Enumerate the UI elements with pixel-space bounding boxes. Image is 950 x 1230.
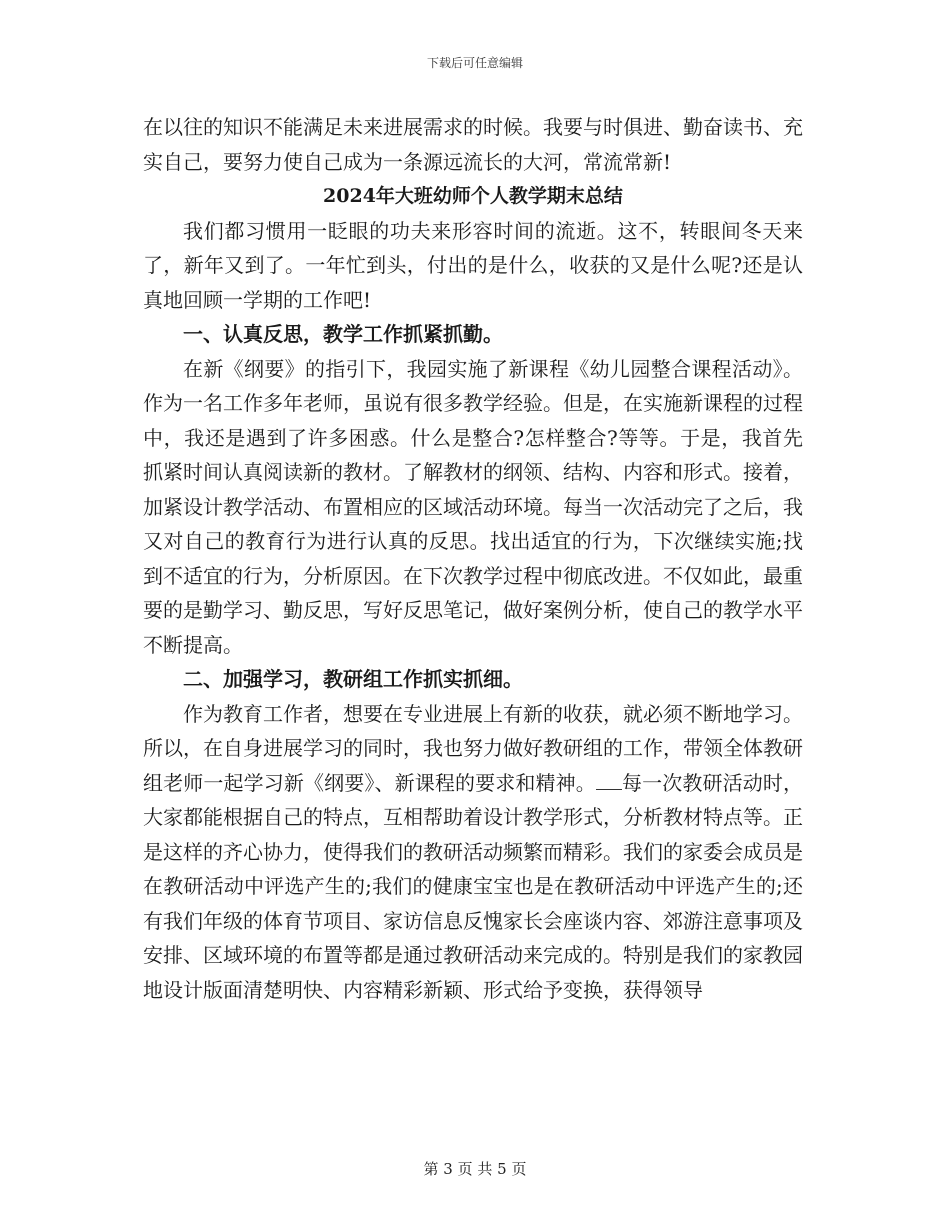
document-body (143, 110, 803, 1007)
page-footer: 第 3 页 共 5 页 (423, 1160, 527, 1178)
section-heading-2: 二、加强学习，教研组工作抓实抓细。 (183, 667, 523, 691)
document-title: 2024年大班幼师个人教学期末总结 (323, 185, 623, 207)
paragraph-study (143, 697, 803, 1008)
paragraph-opening: 我们都习惯用一眨眼的功夫来形容时间的流逝。这不，转眼间冬天来了，新年又到了。一年忙到头，付出的是什么，收获的又是什么呢?还是认真地回顾一学期的工作吧! (143, 218, 803, 312)
paragraph-study-text: 作为教育工作者，想要在专业进展上有新的收获，就必须不断地学习。所以，在自身进展学习的同时，我也努力做好教研组的工作，带领全体教研组老师一起学习新《纲要》、新课程的要求和精神。 (143, 701, 803, 795)
page-header: 下载后可任意编辑 (426, 56, 523, 70)
paragraph-study-continued: 每一次教研活动时，大家都能根据自己的特点，互相帮助着设计教学形式，分析教材特点等。正是这样的齐心协力，使得我们的教研活动频繁而精彩。我们的家委会成员是在教研活动中评选产生的;我们的健康宝宝也是在教研活动中评选产生的;还有我们年级的体育节项目、家访信息反愧家长会座谈内容、郊游注意事项及安排、区域环境的布置等都是通过教研活动来完成的。特别是我们的家教园地设计版面清楚明快、内容精彩新颖、形式给予变换，获得领导 (143, 770, 803, 1002)
paragraph-reflection: 在新《纲要》的指引下，我园实施了新课程《幼儿园整合课程活动》。作为一名工作多年老师，虽说有很多教学经验。但是，在实施新课程的过程中，我还是遇到了许多困惑。什么是整合?怎样整合?等等。于是，我首先抓紧时间认真阅读新的教材。了解教材的纲领、结构、内容和形式。接着，加紧设计教学活动、布置相应的区域活动环境。每当一次活动完了之后，我又对自己的教育行为进行认真的反思。找出适宜的行为，下次继续实施;找到不适宜的行为，分析原因。在下次教学过程中彻底改进。不仅如此，最重要的是勤学习、勤反思，写好反思笔记，做好案例分析，使自己的教学水平不断提高。 (143, 356, 803, 657)
paragraph-intro: 在以往的知识不能满足未来进展需求的时候。我要与时俱进、勤奋读书、充实自己，要努力使自己成为一条源远流长的大河，常流常新! (143, 115, 803, 174)
section-heading-1: 一、认真反思，教学工作抓紧抓勤。 (183, 322, 503, 346)
blank-underline (596, 788, 622, 790)
